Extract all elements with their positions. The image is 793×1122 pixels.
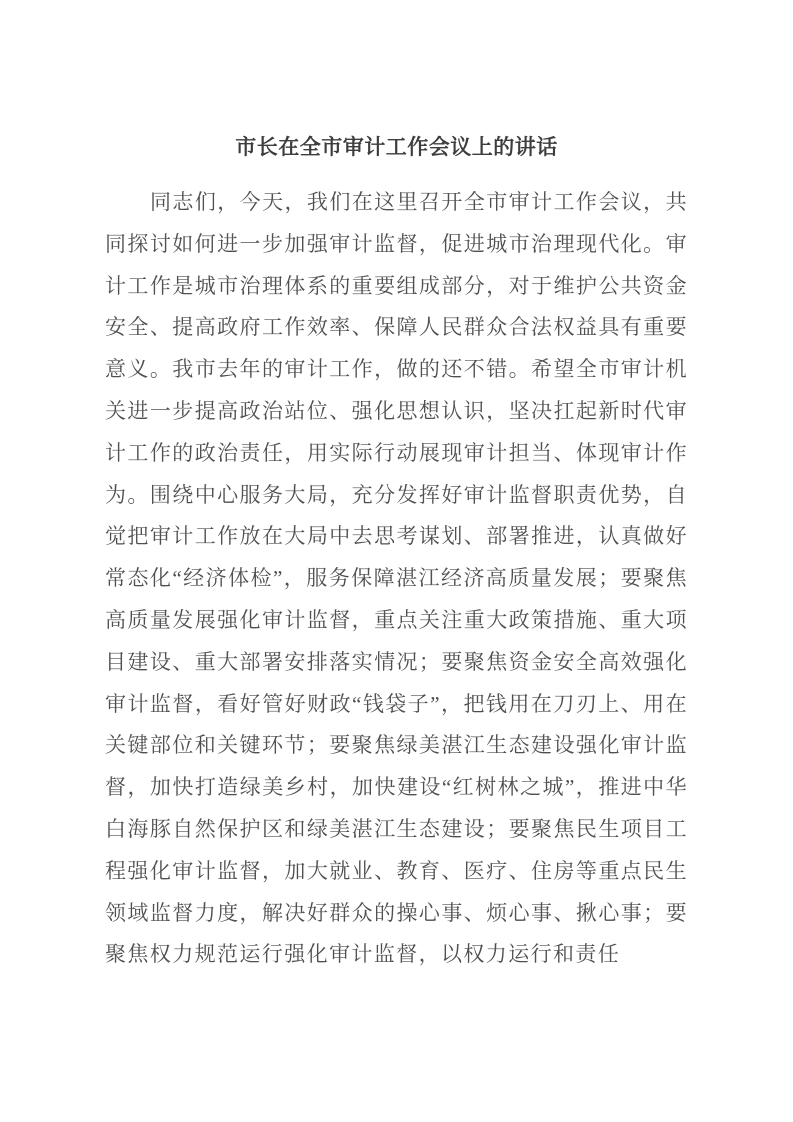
document-title: 市长在全市审计工作会议上的讲话 xyxy=(235,135,558,159)
document-body-paragraph: 同志们，今天，我们在这里召开全市审计工作会议，共同探讨如何进一步加强审计监督，促进城市治理现代化。审计工作是城市治理体系的重要组成部分，对于维护公共资金安全、提高政府工作效率、保障人民群众合法权益具有重要意义。我市去年的审计工作，做的还不错。希望全市审计机关进一步提高政治站位、强化思想认识，坚决扛起新时代审计工作的政治责任，用实际行动展现审计担当、体现审计作为。围绕中心服务大局，充分发挥好审计监督职责优势，自觉把审计工作放在大局中去思考谋划、部署推进，认真做好常态化“经济体检”，服务保障湛江经济高质量发展；要聚焦高质量发展强化审计监督，重点关注重大政策措施、重大项目建设、重大部署安排落实情况；要聚焦资金安全高效强化审计监督，看好管好财政“钱袋子”，把钱用在刀刃上、用在关键部位和关键环节；要聚焦绿美湛江生态建设强化审计监督，加快打造绿美乡村，加快建设“红树林之城”，推进中华白海豚自然保护区和绿美湛江生态建设；要聚焦民生项目工程强化审计监督，加大就业、教育、医疗、住房等重点民生领域监督力度，解决好群众的操心事、烦心事、揪心事；要聚焦权力规范运行强化审计监督，以权力运行和责任 xyxy=(105,190,688,967)
